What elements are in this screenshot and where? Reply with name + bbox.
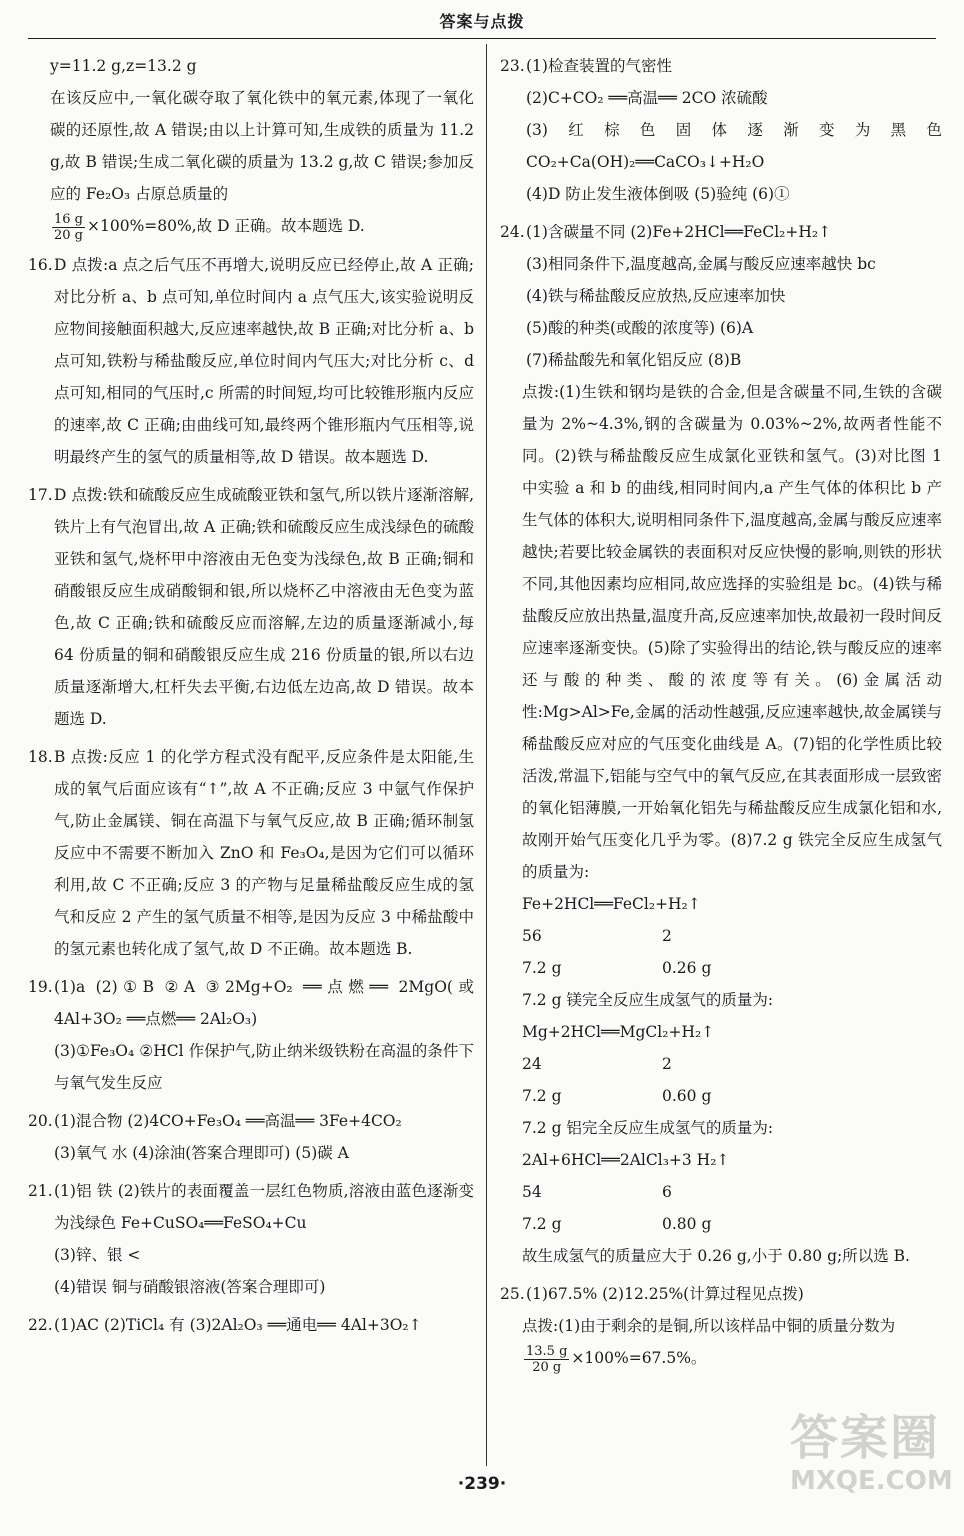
calc-value: 7.2 g	[522, 1215, 562, 1233]
question-text	[526, 216, 942, 376]
column-divider	[486, 44, 487, 1466]
question-number: 25.	[500, 1285, 525, 1303]
watermark-logo: 答案圈	[790, 1410, 941, 1466]
fraction-numerator: 16 g	[54, 211, 83, 227]
question-number: 16.	[28, 255, 53, 274]
calc-value: 56	[522, 927, 542, 945]
answer-line: (3)相同条件下,温度越高,金属与酸反应速率越快 bc	[526, 255, 876, 273]
calc-intro: 7.2 g 铝完全反应生成氢气的质量为:	[522, 1119, 774, 1137]
q15-conclusion-text: ×100%=80%,故 D 正确。故本题选 D.	[87, 217, 365, 235]
question-24	[500, 216, 942, 376]
question-text: (1)AC (2)TiCl₄ 有 (3)2Al₂O₃ ══通电══ 4Al+3O₂↑	[54, 1315, 422, 1334]
question-number: 20.	[28, 1111, 53, 1130]
right-column	[500, 50, 942, 1375]
q25-result-text: ×100%=67.5%。	[571, 1349, 707, 1367]
watermark	[790, 1410, 956, 1530]
question-text	[54, 971, 474, 1099]
calc-value: 7.2 g	[522, 1087, 562, 1105]
calc-equation-mg	[500, 1016, 942, 1048]
calc-value: 6	[662, 1183, 672, 1201]
fraction-numerator: 13.5 g	[526, 1343, 568, 1359]
calc-value-row	[500, 952, 942, 984]
question-25	[500, 1278, 942, 1310]
equation: 2Al+6HCl══2AlCl₃+3 H₂↑	[522, 1151, 730, 1169]
left-column	[28, 50, 474, 1341]
answer-line: (3)红棕色固体逐渐变为黑色 CO₂+Ca(OH)₂══CaCO₃↓+H₂O	[526, 121, 942, 171]
calc-value-row	[500, 1080, 942, 1112]
q15-conclusion	[28, 210, 474, 243]
calc-value: 54	[522, 1183, 542, 1201]
calc-value: 2	[662, 1055, 672, 1073]
calc-value: 24	[522, 1055, 542, 1073]
calc-intro: 7.2 g 镁完全反应生成氢气的质量为:	[522, 991, 774, 1009]
q25-result	[500, 1342, 942, 1375]
answer-line: (5)酸的种类(或酸的浓度等) (6)A	[526, 319, 754, 337]
page-number: ·239·	[457, 1474, 507, 1494]
answer-line: (3)①Fe₃O₄ ②HCl 作保护气,防止纳米级铁粉在高温的条件下与氧气发生反应	[54, 1041, 474, 1092]
answer-line: (1)a (2)①B ②A ③2Mg+O₂ ══点燃══ 2MgO(或 4Al+3O₂ ══点燃══ 2Al₂O₃)	[54, 977, 474, 1028]
calc-mass-row	[500, 1048, 942, 1080]
equation: Mg+2HCl══MgCl₂+H₂↑	[522, 1023, 715, 1041]
q24-explanation: 点拨:(1)生铁和钢均是铁的合金,但是含碳量不同,生铁的含碳量为 2%~4.3%,钢的含碳量为 0.03%~2%,故两者性能不同。(2)铁与稀盐酸反应生成氯化亚铁和氢气。(3)对比图 1 中实验 a 和 b 的曲线,相同时间内,a 产生气体的体积比 b 产生气体的体积大,说明相同条件下,温度越高,金属与酸反应速率越快;若要比较金属铁的表面积对反应快慢的影响,则铁的形状不同,其他因素均应相同,故应选择的实验组是 bc。(4)铁与稀盐酸反应放出热量,温度升高,反应速率加快,故最初一段时间反应速率逐渐变快。(5)除了实验得出的结论,铁与酸反应的速率还与酸的种类、酸的浓度等有关。(6)金属活动性:Mg>Al>Fe,金属的活动性越强,反应速率越快,故金属镁与稀盐酸反应对应的气压变化曲线是 A。(7)铝的化学性质比较活泼,常温下,铝能与空气中的氧气反应,在其表面形成一层致密的氧化铝薄膜,一开始氧化铝先与稀盐酸反应生成氯化铝和水,故刚开始气压变化几乎为零。(8)7.2 g 铁完全反应生成氢气的质量为:	[522, 383, 942, 881]
answer-line: (7)稀盐酸先和氧化铝反应 (8)B	[526, 351, 742, 369]
question-number: 24.	[500, 223, 525, 241]
answer-line: (4)D 防止发生液体倒吸 (5)验纯 (6)①	[526, 185, 790, 203]
q25-explanation: 点拨:(1)由于剩余的是铜,所以该样品中铜的质量分数为	[522, 1317, 896, 1335]
calc-value: 0.80 g	[662, 1215, 712, 1233]
answer-line: (4)错误 铜与硝酸银溶液(答案合理即可)	[54, 1277, 326, 1296]
question-22	[28, 1309, 474, 1341]
fraction-denominator: 20 g	[54, 227, 83, 243]
answer-line: (1)混合物 (2)4CO+Fe₃O₄ ══高温══ 3Fe+4CO₂	[54, 1111, 402, 1130]
answer-line: (2)C+CO₂ ══高温══ 2CO 浓硫酸	[526, 89, 768, 107]
question-text: D 点拨:铁和硫酸反应生成硫酸亚铁和氢气,所以铁片逐渐溶解,铁片上有气泡冒出,故 A 正确;铁和硫酸反应生成浅绿色的硫酸亚铁和氢气,烧杯甲中溶液由无色变为浅绿色,故 B 正确;铜和硝酸银反应生成硝酸铜和银,所以烧杯乙中溶液由无色变为蓝色,故 C 正确;铁和硫酸反应而溶解,左边的质量逐渐减小,每 64 份质量的铜和硝酸银反应生成 216 份质量的银,所以右边质量逐渐增大,杠杆失去平衡,右边低左边高,故 D 错误。故本题选 D.	[54, 485, 474, 728]
header-title: 答案与点拨	[439, 12, 525, 31]
calc-value: 0.60 g	[662, 1087, 712, 1105]
question-text: (1)67.5% (2)12.25%(计算过程见点拨)	[526, 1285, 804, 1303]
calc-equation-fe	[500, 888, 942, 920]
question-number: 17.	[28, 485, 53, 504]
calc-value: 0.26 g	[662, 959, 712, 977]
q15-solution-values: y=11.2 g,z=13.2 g	[50, 57, 197, 75]
question-text	[54, 1175, 474, 1303]
calc-mass-row	[500, 920, 942, 952]
answer-line: (4)铁与稀盐酸反应放热,反应速率加快	[526, 287, 786, 305]
question-16	[28, 249, 474, 473]
question-text: B 点拨:反应 1 的化学方程式没有配平,反应条件是太阳能,生成的氧气后面应该有“↑”,故 A 不正确;反应 3 中氩气作保护气,防止金属镁、铜在高温下与氧气反应,故 B 正确;循环制氢反应中不需要不断加入 ZnO 和 Fe₃O₄,是因为它们可以循环利用,故 C 不正确;反应 3 的产物与足量稀盐酸反应生成的氢气和反应 2 产生的氢气质量不相等,是因为反应 3 中稀盐酸中的氢元素也转化成了氢气,故 D 不正确。故本题选 B.	[54, 747, 474, 958]
fraction-denominator: 20 g	[532, 1359, 562, 1375]
question-text: D 点拨:a 点之后气压不再增大,说明反应已经停止,故 A 正确;对比分析 a、b 点可知,单位时间内 a 点气压大,该实验说明反应物间接触面积越大,反应速率越快,故 B 正确;对比分析 a、b 点可知,铁粉与稀盐酸反应,单位时间内气压大;对比分析 c、d 点可知,相同的气压时,c 所需的时间短,均可比较锥形瓶内反应的速率,故 C 正确;由曲线可知,最终两个锥形瓶内气压相等,说明最终产生的氢气的质量相等,故 D 错误。故本题选 D.	[54, 255, 474, 466]
answer-line: (3)锌、银 <	[54, 1245, 141, 1264]
question-18	[28, 741, 474, 965]
fraction	[52, 212, 85, 243]
fraction	[524, 1344, 569, 1375]
equation: Fe+2HCl══FeCl₂+H₂↑	[522, 895, 701, 913]
question-17	[28, 479, 474, 735]
calc-value: 7.2 g	[522, 959, 562, 977]
watermark-url: MXQE.COM	[790, 1466, 953, 1496]
calc-value: 2	[662, 927, 672, 945]
question-21	[28, 1175, 474, 1303]
calc-mass-row	[500, 1176, 942, 1208]
q15-explanation: 在该反应中,一氧化碳夺取了氧化铁中的氧元素,体现了一氧化碳的还原性,故 A 错误;由以上计算可知,生成铁的质量为 11.2 g,故 B 错误;生成二氧化碳的质量为 13.2 g,故 C 错误;参加反应的 Fe₂O₃ 占原总质量的	[50, 89, 474, 203]
calc-equation-al	[500, 1144, 942, 1176]
question-number: 23.	[500, 57, 525, 75]
answer-line: (1)检查装置的气密性	[526, 57, 672, 75]
question-23	[500, 50, 942, 210]
question-number: 19.	[28, 977, 53, 996]
question-text	[526, 50, 942, 210]
calc-value-row	[500, 1208, 942, 1240]
question-number: 22.	[28, 1315, 53, 1334]
answer-line: (1)含碳量不同 (2)Fe+2HCl══FeCl₂+H₂↑	[526, 223, 832, 241]
q24-conclusion: 故生成氢气的质量应大于 0.26 g,小于 0.80 g;所以选 B.	[522, 1247, 910, 1265]
question-20	[28, 1105, 474, 1169]
page-header	[28, 0, 936, 39]
answer-line: (1)铝 铁 (2)铁片的表面覆盖一层红色物质,溶液由蓝色逐渐变为浅绿色 Fe+CuSO₄══FeSO₄+Cu	[54, 1181, 474, 1232]
question-19	[28, 971, 474, 1099]
question-number: 18.	[28, 747, 53, 766]
answer-line: (3)氧气 水 (4)涂油(答案合理即可) (5)碳 A	[54, 1143, 349, 1162]
question-number: 21.	[28, 1181, 53, 1200]
question-text	[54, 1105, 474, 1169]
